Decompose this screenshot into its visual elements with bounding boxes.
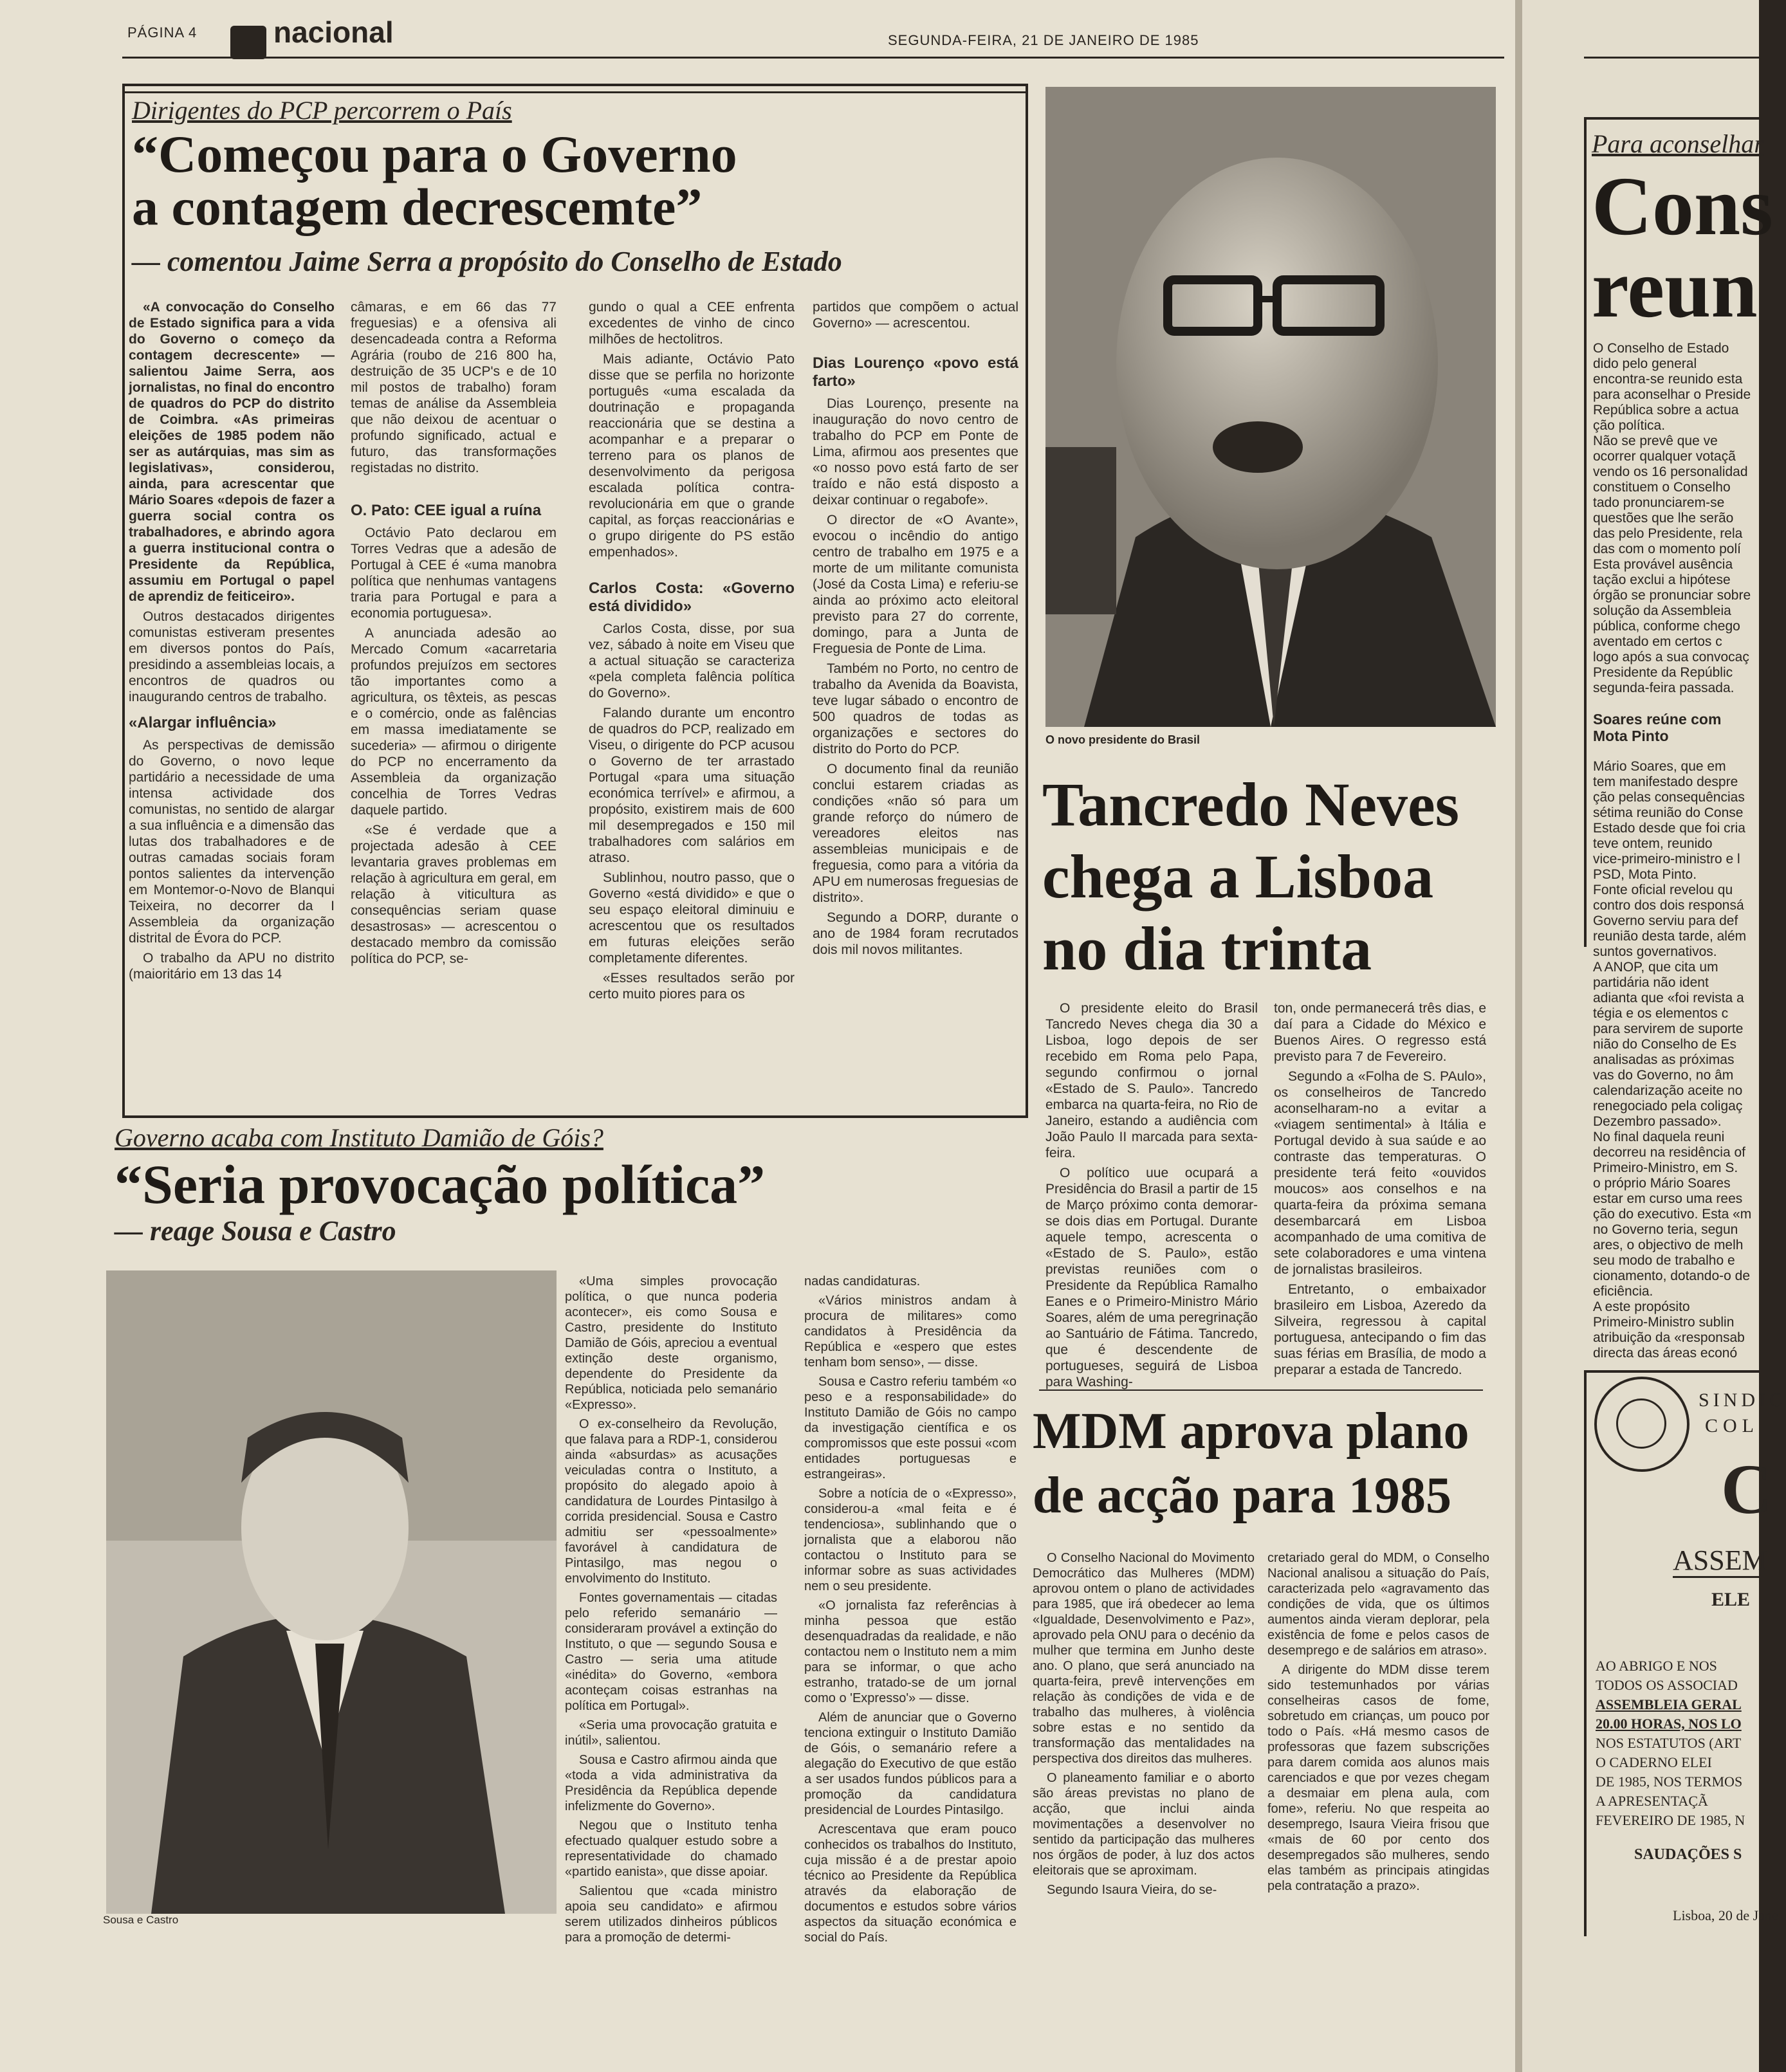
text-line: órgão se pronunciar sobre [1593,588,1751,603]
header-rule [122,57,1504,59]
text-line: ção pelas consequências [1593,790,1745,805]
pcp-paragraph: gundo o qual a CEE enfrenta excedentes de vinho de cinco milhões de hectolitros. [589,300,795,347]
text-line: ocorrer qualquer votaçã [1593,449,1736,464]
pcp-paragraph: As perspectivas de demissão do Governo, o novo leque partidário a necessidade de uma intensa actividade dos comunistas, no sentido de alargar a sua influência e a dimensão das lutas dos trabalhadores e de outras camadas sociais foram pontos salientes da intervenção em Montemor-o-Novo de Blanqui Teixeira, no decorrer da I Assembleia da organização distrital de Évora do PCP. [129,738,335,946]
pcp-kicker: Dirigentes do PCP percorrem o País [132,96,512,125]
pcp-subhead: — comentou Jaime Serra a propósito do Conselho de Estado [132,246,842,277]
text-line: cionamento, dotando-o de [1593,1269,1751,1283]
pcp-crosshead: «Alargar influência» [129,714,277,731]
text-line: Dezembro passado». [1593,1114,1722,1129]
sousa-paragraph: Negou que o Instituto tenha efectuado qualquer estudo sobre a representatividade do chamado «partido eanista», que disse apoiar. [565,1819,777,1879]
mdm-paragraph: O planeamento familiar e o aborto são áreas previstas no plano de acção, que inclui ainda movimentações a desenvolver no sentido da participação das mulheres nos órgãos de poder, à luz dos actos eleitorais que se aproximam. [1033,1771,1255,1878]
sousa-paragraph: Acrescentava que eram pouco conhecidos os trabalhos do Instituto, cuja missão é a de prestar apoio técnico ao Presidente da República através da elaboração de documentos e estudos sobre vários aspectos da situação económica e social do País. [804,1822,1017,1945]
text-line: no Governo teria, segun [1593,1222,1738,1237]
pcp-column-1 [129,299,335,986]
ad-top-rule [1584,1370,1759,1373]
text-line: dido pelo general [1593,356,1697,371]
text-line: das com o momento polí [1593,542,1741,556]
tancredo-column-2 [1274,1000,1486,1382]
pcp-column-3 [589,299,795,1006]
text-line: Presidente da Repúblic [1593,665,1733,680]
text-line: Estado desde que foi cria [1593,821,1745,836]
pcp-paragraph: Mais adiante, Octávio Pato disse que se perfila no horizonte português «uma escalada da doutrinação e propaganda reaccionária que se destina a acompanhar e a preparar o terreno para os planos de desenvolvimento da perigosa escalada política contra-revolucionária em que o grande capital, as forças reaccionárias e o grupo dirigente do PS estão empenhados». [589,352,795,560]
text-line: encontra-se reunido esta [1593,372,1743,387]
sousa-headline: “Seria provocação política” [115,1153,766,1215]
sousa-paragraph: «Vários ministros andam à procura de militares» como candidatos à Presidência da República e «espero que estes tenham bom senso», — disse. [804,1294,1017,1370]
tancredo-paragraph: ton, onde permanecerá três dias, e daí para a Cidade do México e Buenos Aires. O regresso está previsto para 7 de Fevereiro. [1274,1001,1486,1064]
pcp-paragraph: «Se é verdade que a projectada adesão à CEE levantaria graves problemas em relação à agricultura em geral, em relação à viticultura as consequências seriam quase desastrosas» — acrescentou o destacado membro da comissão política do PCP, se- [351,823,557,966]
text-line: Governo serviu para def [1593,913,1738,928]
text-line: AO ABRIGO E NOS [1596,1658,1717,1674]
sousa-paragraph: Sousa e Castro referiu também «o peso e a responsabilidade» do Instituto Damião de Góis no campo da investigação científica e os compromissos que este possui «com entidades portuguesas e estrangeiras». [804,1375,1017,1481]
pcp-paragraph: O director de «O Avante», evocou o incêndio do antigo centro de trabalho em 1975 e a morte de um militante comunista (José da Costa Lima) e referiu-se ainda ao próximo acto eleitoral previsto para 27 do corrente, domingo, para a Junta de Freguesia de Ponte de Lima. [813,513,1018,656]
text-line: segunda-feira passada. [1593,681,1735,695]
text-line: adianta que «foi revista a [1593,991,1744,1005]
mdm-paragraph: A dirigente do MDM disse terem sido testemunhados por várias conselheiras casos de fome, sobretudo em crianças, um pouco por todo o País. «Há mesmo casos de professoras que fazem subscrições para darem comida aos alunos mais carenciados e que por vezes chegam a desmaiar em plena aula, com fome», referiu. No que respeita ao desemprego, Isaura Vieira frisou que «mais de 60 por cento dos desempregados são mulheres, sendo elas também as principais atingidas pela contratação a prazo». [1267,1663,1489,1893]
text-line: TODOS OS ASSOCIAD [1596,1677,1738,1693]
pcp-paragraph: Carlos Costa, disse, por sua vez, sábado à noite em Viseu que a actual situação se caracteriza «pela completa falência política do Governo». [589,621,795,701]
sousa-photo-caption: Sousa e Castro [103,1914,179,1926]
text-line: teve ontem, reunido [1593,836,1713,851]
tancredo-headline-line1: Tancredo Neves [1042,770,1459,839]
text-line: pública, conforme chego [1593,619,1740,634]
sousa-paragraph: «O jornalista faz referências à minha pessoa que estão desenquadradas da realidade, e não contactou nem o Instituto nem a mim para se informar, o que acho estranho, tratado-se de um jornal como o 'Expresso'» — disse. [804,1599,1017,1705]
sousa-paragraph: Sobre a notícia de o «Expresso», considerou-a «mal feita e é tendenciosa», sublinhando que o jornalista que a elaborou não contactou o Instituto para se informar sobre as suas actividades nem o seu presidente. [804,1487,1017,1593]
pcp-article-top-rule [122,91,1028,93]
tancredo-paragraph: Entretanto, o embaixador brasileiro em Lisboa, Azeredo da Silveira, regressou à capital portuguesa, antecipando o fim das suas férias em Brasília, de modo a preparar a estada de Tancredo. [1274,1282,1486,1377]
pcp-paragraph: Sublinhou, noutro passo, que o Governo «está dividido» e que o seu espaço eleitoral diminuiu e acrescentou que os resultados em futuras eleições serão completamente diferentes. [589,870,795,966]
tancredo-headline-line3: no dia trinta [1042,914,1372,983]
sousa-kicker: Governo acaba com Instituto Damião de Góis? [115,1123,603,1152]
text-line: calendarização aceite no [1593,1083,1743,1098]
sousa-paragraph: nadas candidaturas. [804,1274,921,1288]
pcp-article-heading [132,95,1013,278]
text-line: FEVEREIRO DE 1985, N [1596,1812,1745,1828]
tancredo-paragraph: Segundo a «Folha de S. PAulo», os conselheiros de Tancredo aconselharam-no a evitar a «viagem sentimental» à Itália e Portugal devido à sua saúde e ao contraste das temperaturas. O presidente terá feito «ouvidos moucos» aos conselhos e na quarta-feira da próxima semana desembarcará em Lisboa acompanhado de uma comitiva de sete colaboradores e uma vintena de jornalistas brasileiros. [1274,1069,1486,1277]
text-line: ção do executivo. Esta «m [1593,1207,1752,1222]
text-line: ares, o objectivo de melh [1593,1238,1744,1252]
pcp-headline-line1: “Começou para o Governo [132,125,737,183]
text-line: constituem o Conselho [1593,480,1731,495]
pcp-paragraph: Outros destacados dirigentes comunistas estiveram presentes em diversos pontos do País, presidindo a assembleias locais, a encontros de quadros ou inaugurando centros de trabalho. [129,609,335,704]
sousa-castro-heading [115,1123,1015,1247]
pcp-paragraph: Octávio Pato declarou em Torres Vedras que a adesão de Portugal à CEE é «uma manobra política que nenhumas vantagens traria para Portugal e para a economia portuguesa». [351,526,557,621]
text-line: analisadas as próximas [1593,1052,1735,1067]
ad-body-text [1596,1656,1759,1830]
mdm-headline-line2: de acção para 1985 [1033,1467,1452,1524]
text-line: partidária não ident [1593,975,1709,990]
pcp-paragraph: Falando durante um encontro de quadros do PCP, realizado em Viseu, o dirigente do PCP acusou o Governo de ter arrastado Portugal «para uma situação económica terrível» e afirmou, a propósito, existirem mais de 600 mil desempregados e 150 mil trabalhadores com salários em atraso. [589,706,795,865]
sousa-paragraph: «Uma simples provocação política, o que nunca poderia acontecer», eis como Sousa e Castro, presidente do Instituto Damião de Góis, apreciou a eventual extinção deste organismo, dependente do Presidente da República, noticiada pelo semanário «Expresso». [565,1274,777,1412]
text-line: vice-primeiro-ministro e l [1593,852,1740,866]
pcp-paragraph: O documento final da reunião conclui estarem criadas as condições «não só para um grande reforço do número de vereadores eleitos nas assembleias municipais e de freguesia, como para a vitória da APU em numerosas freguesias de distrito». [813,762,1018,905]
mdm-headline-line1: MDM aprova plano [1033,1403,1469,1460]
text-line: nião do Conselho de Es [1593,1037,1736,1052]
mdm-paragraph: cretariado geral do MDM, o Conselho Nacional analisou a situação do País, caracterizada pelo «agravamento das condições de vida, que os últimos aumentos ainda vieram deplorar, pela existência de fome e pelos casos de desemprego e de salários em atraso». [1267,1551,1489,1658]
right-article-top-rule [1584,117,1759,120]
mdm-column-1 [1033,1550,1255,1902]
sousa-column-2 [804,1274,1017,1949]
text-line: tação exclui a hipótese [1593,573,1731,587]
sousa-paragraph: Além de anunciar que o Governo tenciona extinguir o Instituto Damião de Góis, o semanário refere a alegação do Executivo de que estão a ser usados fundos públicos para a promoção da candidatura presidencial de Lourdes Pintasilgo. [804,1710,1017,1817]
tancredo-portrait-illustration [1045,87,1496,727]
ad-union-name-1: SINDIC [1699,1389,1786,1411]
text-line: Fonte oficial revelou qu [1593,883,1733,897]
text-line: renegociado pela coligaç [1593,1099,1743,1114]
pcp-paragraph: «Esses resultados serão por certo muito piores para os [589,971,795,1002]
text-line: questões que lhe serão [1593,511,1734,526]
text-line: directa das áreas econó [1593,1346,1738,1361]
text-line: ASSEMBLEIA GERAL [1596,1696,1742,1712]
text-line: solução da Assembleia [1593,603,1731,618]
tancredo-paragraph: O presidente eleito do Brasil Tancredo Neves chega dia 30 a Lisboa, logo depois de ser recebido em Roma pelo Papa, segundo confirmou o jornal «Estado de S. Paulo». Tancredo embarca na quarta-feira, no Rio de Janeiro, estando a audiência com João Paulo II marcada para sexta-feira. [1045,1001,1258,1160]
page-date: SEGUNDA-FEIRA, 21 DE JANEIRO DE 1985 [888,32,1199,48]
ad-election-label: ELE [1711,1589,1751,1610]
tancredo-photo-caption: O novo presidente do Brasil [1045,733,1201,746]
mdm-column-2 [1267,1550,1489,1898]
text-line: O Conselho de Estado [1593,341,1729,356]
ad-title-underline [1673,1576,1759,1578]
text-line: A este propósito [1593,1299,1690,1314]
text-line: das pelo Presidente, rela [1593,526,1743,541]
sousa-castro-photo [106,1270,557,1914]
right-column-text-2 [1593,759,1759,1361]
text-line: PSD, Mota Pinto. [1593,867,1697,882]
sousa-castro-portrait-illustration [106,1270,557,1914]
text-line: estar em curso uma rees [1593,1191,1743,1206]
text-line: Esta provável ausência [1593,557,1733,572]
text-line: República sobre a actua [1593,403,1739,417]
section-rule [1039,1389,1483,1391]
union-seal-inner-ring [1616,1398,1666,1449]
mdm-paragraph: Segundo Isaura Vieira, do se- [1047,1883,1217,1897]
text-line: vendo os 16 personalidad [1593,464,1748,479]
text-line: Primeiro-Ministro sublin [1593,1315,1735,1330]
mdm-paragraph: O Conselho Nacional do Movimento Democrático das Mulheres (MDM) aprovou ontem o plano de actividades para 1985, que irá obedecer ao lema «Igualdade, Desenvolvimento e Paz», aprovado pela ONU para o decénio da mulher que termina em Junho deste ano. O plano, que será anunciado na quarta-feira, prevê intervenções em relação às condições de vida e de trabalho das mulheres, à violência sobre estas e no sentido da transformação das mentalidades na perspectiva dos direitos das mulheres. [1033,1551,1255,1766]
pcp-paragraph: Dias Lourenço, presente na inauguração do novo centro de trabalho do PCP em Ponte de Lima, afirmou aos presentes que «o nosso povo está farto de ser traído e não está disposto a deixar continuar o regabofe». [813,396,1018,508]
text-line: o próprio Mário Soares [1593,1176,1731,1191]
pcp-crosshead: Dias Lourenço «povo está farto» [813,354,1018,390]
text-line: seu modo de trabalho e [1593,1253,1735,1268]
text-line: eficiência. [1593,1284,1653,1299]
text-line: reunião desta tarde, além [1593,929,1747,944]
text-line: para servirem de suporte [1593,1022,1744,1036]
text-line: ção política. [1593,418,1666,433]
sousa-paragraph: O ex-conselheiro da Revolução, que falava para a RDP-1, considerou ainda «absurdas» as acusações veiculadas contra o Instituto, a propósito do alegado apoio à candidatura de Lourdes Pintasilgo à corrida presidencial. Sousa e Castro admitiu ser «pessoalmente» favorável à candidatura de Pintasilgo, mas negou o envolvimento do Instituto. [565,1417,777,1586]
ad-date: Lisboa, 20 de Jane [1673,1907,1778,1923]
page-number: PÁGINA 4 [127,24,198,41]
text-line: Mário Soares, que em [1593,759,1726,774]
pcp-paragraph: câmaras, e em 66 das 77 freguesias) e a ofensiva ali desencadeada contra a Reforma Agrária (roubo de 216 800 ha, destruição de 35 UCP's e de 10 mil postos de trabalho) foram temas de análise da Assembleia que não deixou de acentuar o profundo significado, actual e futuro, das transformações registadas no distrito. [351,300,557,475]
text-line: aventado em certos c [1593,634,1722,649]
sousa-subhead: — reage Sousa e Castro [115,1215,396,1247]
text-line: para aconselhar o Preside [1593,387,1751,402]
tancredo-column-1 [1045,1000,1258,1394]
mdm-headline-block [1033,1399,1509,1528]
text-line: 20.00 HORAS, NOS LO [1596,1716,1742,1732]
right-headline-line1: Cons [1592,160,1773,253]
text-line: Não se prevê que ve [1593,434,1718,448]
right-kicker: Para aconselhar [1592,129,1764,158]
sousa-column-1 [565,1274,777,1949]
text-line: tem manifestado despre [1593,775,1738,789]
text-line: A APRESENTAÇÃ [1596,1793,1708,1809]
text-line: logo após a sua convocaç [1593,650,1749,665]
pcp-crosshead: O. Pato: CEE igual a ruína [351,502,542,519]
text-line: tado pronunciarem-se [1593,495,1725,510]
tancredo-headline-block [1042,769,1505,985]
sousa-paragraph: Sousa e Castro afirmou ainda que «toda a vida administrativa da Presidência da República depende infelizmente do Governo». [565,1753,777,1813]
sousa-paragraph: Salientou que «cada ministro apoia seu candidato» e afirmou serem utilizados dinheiros públicos para a promoção de determi- [565,1884,777,1945]
text-line: vas do Governo, no âm [1593,1068,1734,1083]
union-seal-icon [1594,1377,1689,1472]
ad-union-name-2: COL [1705,1415,1759,1436]
ad-big-letter: C [1721,1450,1772,1528]
pcp-paragraph: Também no Porto, no centro de trabalho da Avenida da Boavista, teve lugar sábado o encontro de 500 quadros de todas as organizações e sectores do distrito do Porto do PCP. [813,661,1018,756]
ad-assembly-title: ASSEM [1673,1545,1767,1576]
right-header-rule [1584,57,1759,59]
text-line: Primeiro-Ministro, em S. [1593,1160,1738,1175]
masthead-logo-icon [230,26,266,59]
right-article-left-rule [1584,117,1587,947]
text-line: tégia e os elementos c [1593,1006,1729,1021]
pcp-paragraph: A anunciada adesão ao Mercado Comum «acarretaria profundos prejuízos em sectores tão importantes como a agricultura, os têxteis, as pescas e o comércio, onde as falências em massa imediatamente se sucederia» — afirmou o dirigente do PCP no encerramento da Assembleia da organização concelhia de Torres Vedras daquele partido. [351,626,557,818]
ad-greetings: SAUDAÇÕES S [1634,1846,1742,1863]
pcp-column-4 [813,299,1018,962]
text-line: suntos governativos. [1593,944,1717,959]
text-line: O CADERNO ELEI [1596,1754,1712,1770]
sousa-paragraph: Fontes governamentais — citadas pelo referido semanário — consideraram provável a extinção do Instituto, o que — segundo Sousa e Castro — seria uma atitude «inédita» do Governo, «embora aconteçam coisas estranhas na política em Portugal». [565,1591,777,1713]
text-line: atribuição da «responsab [1593,1330,1745,1345]
right-column-text-1 [1593,341,1759,696]
pcp-lead-paragraph: «A convocação do Conselho de Estado significa para a vida do Governo o começo da contagem decrescente» — salientou Jaime Serra, aos jornalistas, no final do encontro de quadros do PCP do distrito de Coimbra. «As primeiras eleições de 1985 podem não ser as autárquias, mas sim as legislativas», considerou, ainda, para acrescentar que Mário Soares «depois de fazer a guerra social contra os trabalhadores, e abrindo agora a guerra institucional contra o Presidente da República, assumiu em Portugal o papel de aprendiz de feiticeiro». [129,300,335,604]
pcp-crosshead: Carlos Costa: «Governo está dividido» [589,580,795,615]
tancredo-neves-photo [1045,87,1496,727]
text-line: No final daquela reuni [1593,1130,1725,1144]
text-line: NOS ESTATUTOS (ART [1596,1735,1742,1751]
right-headline-line2: reun [1592,243,1758,335]
text-line: sétima reunião do Conse [1593,805,1744,820]
pcp-paragraph: partidos que compõem o actual Governo» — acrescentou. [813,300,1018,331]
tancredo-paragraph: O político uue ocupará a Presidência do Brasil a partir de 15 de Março próximo conta demorar-se dois dias em Portugal. Durante aquele tempo, acrescenta o «Estado de S. Paulo», estão previstas reuniões com o Presidente da República Ramalho Eanes e o Primeiro-Ministro Mário Soares, além de uma peregrinação ao Santuário de Fátima. Tancredo, que é descendente de portugueses, seguirá de Lisboa para Washing- [1045,1166,1258,1389]
right-heading [1592,129,1773,335]
text-line: decorreu na residência of [1593,1145,1745,1160]
pcp-paragraph: Segundo a DORP, durante o ano de 1984 foram recrutados dois mil novos militantes. [813,910,1018,957]
ad-left-rule [1584,1370,1587,1936]
text-line: A ANOP, que cita um [1593,960,1718,975]
text-line: DE 1985, NOS TERMOS [1596,1774,1743,1790]
right-subhead: Soares reúne com Mota Pinto [1593,711,1722,744]
sousa-paragraph: «Seria uma provocação gratuita e inútil», salientou. [565,1718,777,1748]
text-line: contro dos dois responsá [1593,898,1744,913]
pcp-headline-line2: a contagem decrescemte” [132,178,703,236]
pcp-column-2 [351,299,557,971]
tancredo-headline-line2: chega a Lisboa [1042,842,1434,911]
pcp-paragraph: O trabalho da APU no distrito (maioritário em 13 das 14 [129,951,335,982]
masthead-title: nacional [273,15,394,49]
